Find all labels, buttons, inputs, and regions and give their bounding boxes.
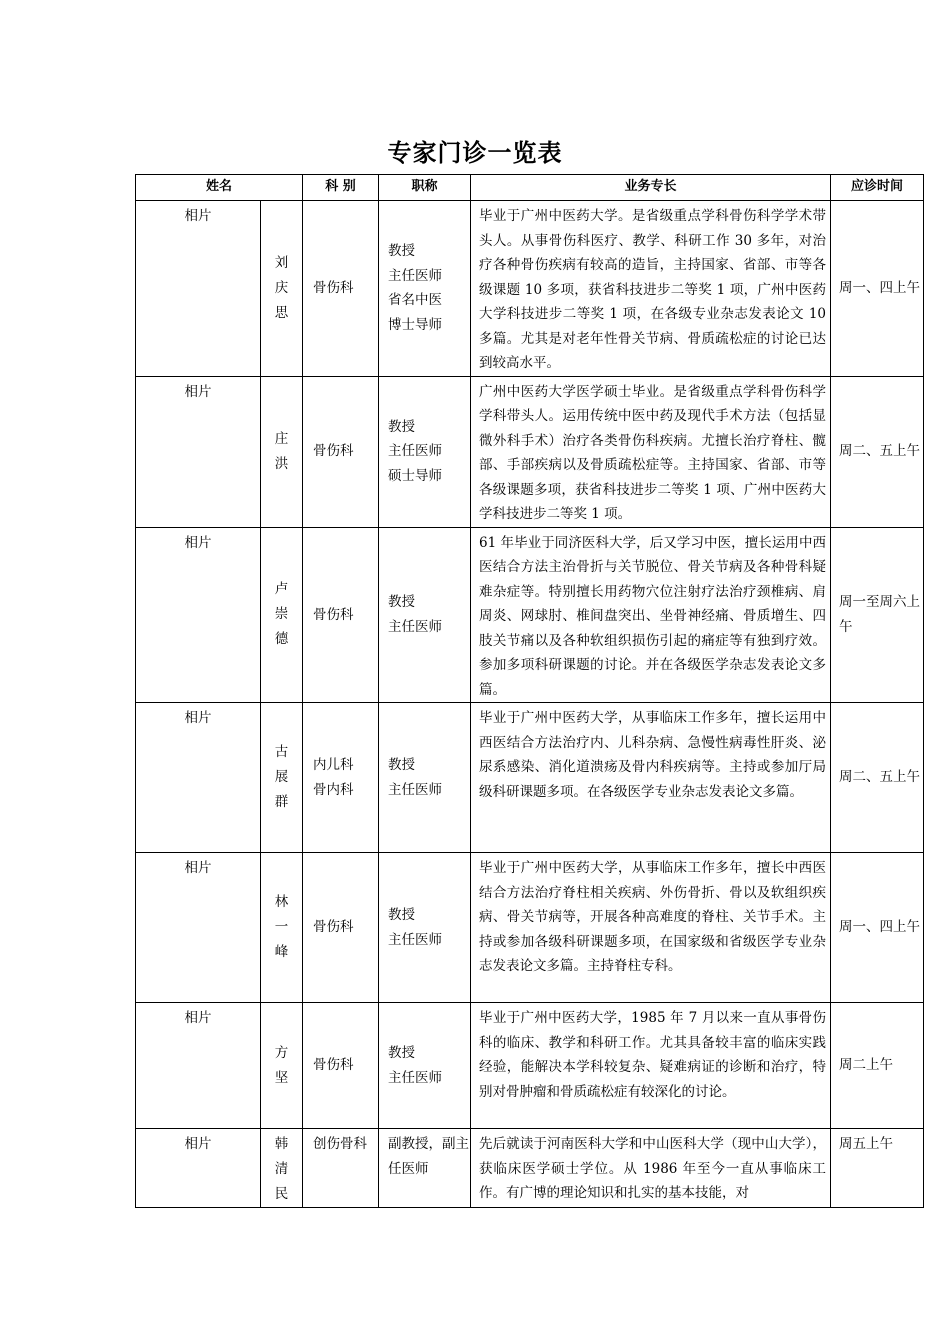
title-line: 教授: [388, 757, 416, 773]
professional-title: [379, 376, 471, 527]
doctor-name-char: 林: [274, 894, 289, 910]
department: [303, 1129, 379, 1208]
table-row: [136, 527, 924, 703]
photo-placeholder: 相片: [136, 527, 261, 703]
department-line: 骨伤科: [313, 606, 354, 623]
clinic-time: 周一至周六上午: [831, 527, 924, 703]
title-line: 硕士导师: [388, 467, 443, 484]
doctor-name-char: 坚: [274, 1069, 289, 1086]
title-line: 副教授，副主任医师: [388, 1136, 470, 1177]
doctor-name-char: 民: [274, 1186, 289, 1202]
title-line: 省名中医: [388, 292, 443, 309]
department: [303, 853, 379, 1003]
header-dept: 科 别: [303, 175, 379, 201]
doctor-name: [261, 376, 303, 527]
title-line: 教授: [388, 907, 416, 923]
title-line: 教授: [388, 243, 416, 260]
title-line: 教授: [388, 1045, 416, 1061]
doctor-name: [261, 703, 303, 853]
doctor-name-char: 德: [274, 631, 289, 648]
department: [303, 201, 379, 377]
doctor-name: [261, 1003, 303, 1129]
header-rank: 职称: [379, 175, 471, 201]
table-row: [136, 703, 924, 853]
title-line: 主任医师: [388, 267, 443, 284]
department: [303, 376, 379, 527]
table-row: [136, 853, 924, 1003]
title-line: 主任医师: [388, 443, 443, 460]
page-title: 专家门诊一览表: [387, 138, 563, 167]
doctor-name-char: 庆: [274, 279, 289, 296]
specialty-text: 先后就读于河南医科大学和中山医科大学（现中山大学），获临床医学硕士学位。从 1986 年至今一直从事临床工作。有广博的理论知识和扎实的基本技能，对: [471, 1129, 831, 1208]
professional-title: [379, 1003, 471, 1129]
professional-title: [379, 527, 471, 703]
doctor-name-char: 洪: [274, 455, 289, 472]
department-line: 骨伤科: [313, 443, 354, 460]
title-line: 博士导师: [388, 316, 443, 333]
department: [303, 1003, 379, 1129]
specialty-text: 广州中医药大学医学硕士毕业。是省级重点学科骨伤科学学科带头人。运用传统中医中药及现代手术方法（包括显微外科手术）治疗各类骨伤科疾病。尤擅长治疗脊柱、髋部、手部疾病以及骨质疏松症等。主持国家、省部、市等各级课题多项，获省科技进步二等奖 1 项、广州中医药大学科技进步二等奖 1 项。: [471, 376, 831, 527]
expert-clinic-table: [135, 174, 924, 1208]
photo-placeholder: 相片: [136, 703, 261, 853]
clinic-time: 周一、四上午: [831, 201, 924, 377]
doctor-name-char: 一: [274, 919, 289, 935]
photo-placeholder: 相片: [136, 1003, 261, 1129]
header-name: 姓名: [136, 175, 303, 201]
doctor-name-char: 卢: [274, 581, 289, 598]
department: [303, 703, 379, 853]
table-header-row: [136, 175, 924, 201]
photo-placeholder: 相片: [136, 1129, 261, 1208]
clinic-time: 周二、五上午: [831, 376, 924, 527]
department-line: 骨伤科: [313, 1057, 354, 1074]
doctor-name-char: 庄: [274, 430, 289, 447]
doctor-name-char: 展: [274, 769, 289, 785]
specialty-text: 毕业于广州中医药大学，从事临床工作多年，擅长运用中西医结合方法治疗内、儿科杂病、急慢性病毒性肝炎、泌尿系感染、消化道溃疡及骨内科疾病等。主持或参加厅局级科研课题多项。在各级医学专业杂志发表论文多篇。: [471, 703, 831, 853]
professional-title: [379, 1129, 471, 1208]
header-time: 应诊时间: [831, 175, 924, 201]
professional-title: [379, 703, 471, 853]
doctor-name: [261, 853, 303, 1003]
specialty-text: 毕业于广州中医药大学，1985 年 7 月以来一直从事骨伤科的临床、教学和科研工作。尤其具备较丰富的临床实践经验，能解决本学科较复杂、疑难病证的诊断和治疗，特别对骨肿瘤和骨质疏松症有较深化的讨论。: [471, 1003, 831, 1129]
department-line: 骨伤科: [313, 280, 354, 296]
clinic-time: 周二上午: [831, 1003, 924, 1129]
doctor-name-char: 峰: [274, 944, 289, 960]
department-line: 骨伤科: [313, 919, 354, 936]
title-line: 教授: [388, 418, 416, 435]
doctor-name-char: 刘: [274, 254, 289, 271]
department-line: 骨内科: [313, 781, 354, 798]
specialty-text: 61 年毕业于同济医科大学，后又学习中医，擅长运用中西医结合方法主治骨折与关节脱位、骨关节病及各种骨科疑难杂症等。特别擅长用药物穴位注射疗法治疗颈椎病、肩周炎、网球肘、椎间盘突出、坐骨神经痛、骨质增生、四肢关节痛以及各种软组织损伤引起的痛症等有独到疗效。参加多项科研课题的讨论。并在各级医学杂志发表论文多篇。: [471, 527, 831, 703]
doctor-name-char: 古: [274, 744, 289, 760]
table-row: [136, 1129, 924, 1208]
doctor-name-char: 崇: [274, 606, 289, 623]
department-line: 创伤骨科: [313, 1136, 368, 1152]
doctor-name: [261, 527, 303, 703]
photo-placeholder: 相片: [136, 201, 261, 377]
clinic-time: 周一、四上午: [831, 853, 924, 1003]
title-line: 主任医师: [388, 1069, 443, 1086]
specialty-text: 毕业于广州中医药大学，从事临床工作多年，擅长中西医结合方法治疗脊柱相关疾病、外伤骨折、骨以及软组织疾病、骨关节病等，开展各种高难度的脊柱、关节手术。主持或参加各级科研课题多项，在国家级和省级医学专业杂志发表论文多篇。主持脊柱专科。: [471, 853, 831, 1003]
doctor-name-char: 韩: [274, 1136, 289, 1152]
professional-title: [379, 201, 471, 377]
clinic-time: 周二、五上午: [831, 703, 924, 853]
photo-placeholder: 相片: [136, 376, 261, 527]
header-specialty: 业务专长: [471, 175, 831, 201]
table-row: [136, 201, 924, 377]
photo-placeholder: 相片: [136, 853, 261, 1003]
doctor-name-char: 思: [274, 304, 289, 321]
table-row: [136, 376, 924, 527]
doctor-name-char: 群: [274, 794, 289, 810]
department-line: 内儿科: [313, 757, 354, 773]
clinic-time: 周五上午: [831, 1129, 924, 1208]
specialty-text: 毕业于广州中医药大学。是省级重点学科骨伤科学学术带头人。从事骨伤科医疗、教学、科研工作 30 多年，对治疗各种骨伤疾病有较高的造旨，主持国家、省部、市等各级课题 10 多项，获省科技进步二等奖 1 项，广州中医药大学科技进步二等奖 1 项，在各级专业杂志发表论文 10 多篇。尤其是对老年性骨关节病、骨质疏松症的讨论已达到较高水平。: [471, 201, 831, 377]
table-row: [136, 1003, 924, 1129]
professional-title: [379, 853, 471, 1003]
doctor-name-char: 方: [274, 1044, 289, 1061]
title-line: 主任医师: [388, 618, 443, 635]
department: [303, 527, 379, 703]
title-line: 主任医师: [388, 931, 443, 948]
doctor-name: [261, 201, 303, 377]
title-line: 主任医师: [388, 781, 443, 798]
doctor-name-char: 清: [274, 1161, 289, 1177]
title-line: 教授: [388, 594, 416, 611]
doctor-name: [261, 1129, 303, 1208]
